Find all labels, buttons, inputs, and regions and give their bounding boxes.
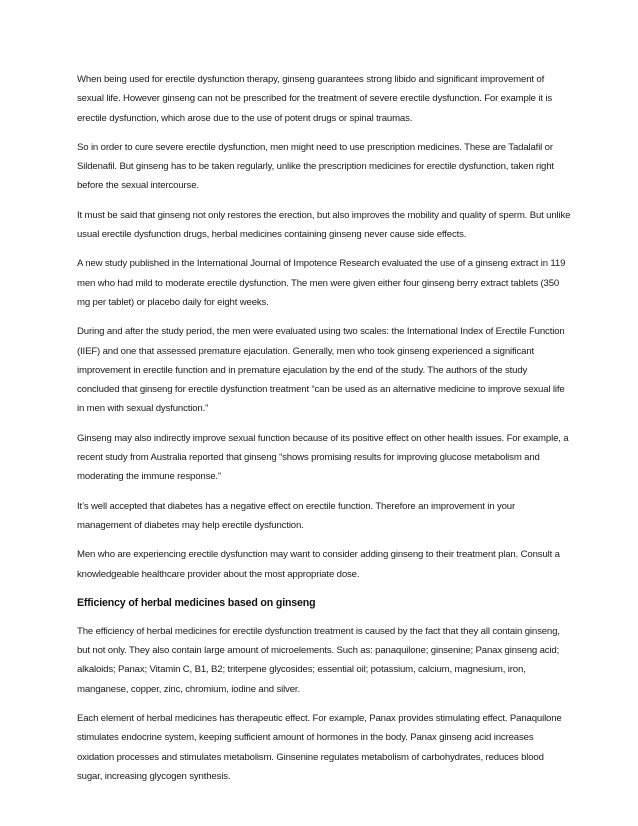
paragraph-therapeutic-effect: Each element of herbal medicines has therapeutic effect. For example, Panax provides stimulating effect. Panaquilone stimulates endocrine system, keeping sufficient amount of hormones in the body. Panax ginseng acid increases oxidation processes and stimulates metabolism. Ginsenine regulates metabolism of carbohydrates, reduces blood sugar, increasing glycogen synthesis. [77, 713, 562, 782]
paragraph-sperm-quality: It must be said that ginseng not only restores the erection, but also improves the mobility and quality of sperm. But unlike usual erectile dysfunction drugs, herbal medicines containing ginseng never cause side effects. [77, 209, 571, 241]
paragraph-indirect-improvement: Ginseng may also indirectly improve sexual function because of its positive effect on other health issues. For example, a recent study from Australia reported that ginseng “shows promising results for improving glucose metabolism and moderating the immune response.” [77, 432, 569, 483]
section-heading: Efficiency of herbal medicines based on ginseng [77, 596, 316, 609]
paragraph-microelements: The efficiency of herbal medicines for erectile dysfunction treatment is caused by the fact that they all contain ginseng, but not only. They also contain large amount of microelements. Such as: panaquilone; ginsenine; Panax ginseng acid; alkaloids; Panax; Vitamin C, B1, B2; triterpene glycosides; essential oil; potassium, calcium, magnesium, iron, manganese, copper, zinc, chromium, iodine and silver. [77, 625, 560, 695]
paragraph-treatment-plan: Men who are experiencing erectile dysfunction may want to consider adding ginseng to their treatment plan. Consult a knowledgeable healthcare provider about the most appropriate dose. [77, 549, 560, 580]
paragraph-new-study: A new study published in the International Journal of Impotence Research evaluated the use of a ginseng extract in 119 men who had mild to moderate erectile dysfunction. The men were given either four ginseng berry extract tablets (350 mg per tablet) or placebo daily for eight weeks. [77, 258, 566, 308]
document-body [77, 70, 571, 796]
paragraph-libido-therapy: When being used for erectile dysfunction therapy, ginseng guarantees strong libido and significant improvement of sexual life. However ginseng can not be prescribed for the treatment of severe erectile dysfunction. For example it is erectile dysfunction, which arose due to the use of potent drugs or spinal traumas. [77, 74, 553, 124]
paragraph-study-evaluation: During and after the study period, the men were evaluated using two scales: the International Index of Erectile Function (IIEF) and one that assessed premature ejaculation. Generally, men who took ginseng experienced a significant improvement in erectile function and in premature ejaculation by the end of the study. The authors of the study concluded that ginseng for erectile dysfunction treatment “can be used as an alternative medicine to improve sexual life in men with sexual dysfunction.” [77, 326, 565, 415]
paragraph-diabetes: It’s well accepted that diabetes has a negative effect on erectile function. Therefore an improvement in your management of diabetes may help erectile dysfunction. [77, 500, 516, 531]
paragraph-prescription-medicines: So in order to cure severe erectile dysfunction, men might need to use prescription medicines. These are Tadalafil or Sildenafil. But ginseng has to be taken regularly, unlike the prescription medicines for erectile dysfunction, taken right before the sexual intercourse. [77, 141, 554, 192]
